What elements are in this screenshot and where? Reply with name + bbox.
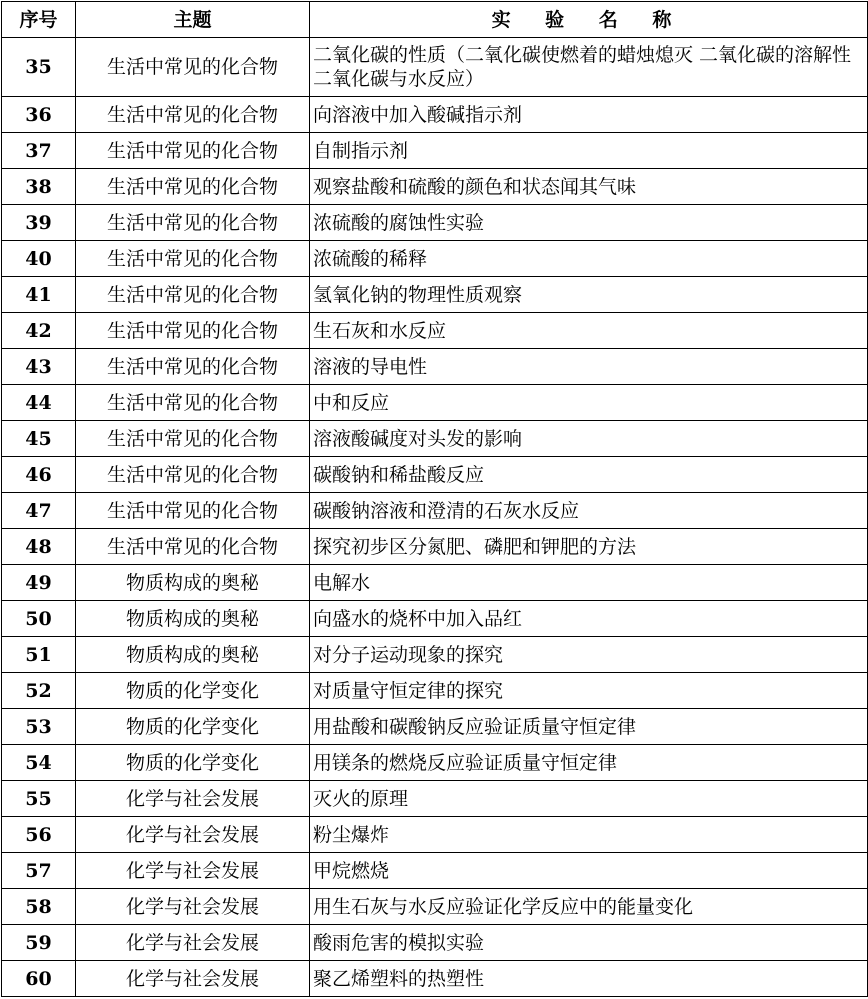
row-index: 39 (2, 205, 76, 241)
row-topic: 化学与社会发展 (76, 925, 310, 961)
row-index: 45 (2, 421, 76, 457)
row-topic: 化学与社会发展 (76, 853, 310, 889)
row-index: 44 (2, 385, 76, 421)
row-topic: 生活中常见的化合物 (76, 38, 310, 97)
row-experiment-name: 生石灰和水反应 (310, 313, 868, 349)
row-topic: 生活中常见的化合物 (76, 277, 310, 313)
row-experiment-name: 酸雨危害的模拟实验 (310, 925, 868, 961)
table-row (2, 97, 868, 133)
table-row (2, 169, 868, 205)
table-row (2, 457, 868, 493)
row-index: 50 (2, 601, 76, 637)
row-experiment-name: 甲烷燃烧 (310, 853, 868, 889)
table-row (2, 205, 868, 241)
table-row (2, 493, 868, 529)
table-row (2, 601, 868, 637)
table-row (2, 781, 868, 817)
row-experiment-name: 碳酸钠和稀盐酸反应 (310, 457, 868, 493)
row-index: 58 (2, 889, 76, 925)
experiment-table (1, 1, 868, 997)
row-topic: 生活中常见的化合物 (76, 349, 310, 385)
row-experiment-name: 用盐酸和碳酸钠反应验证质量守恒定律 (310, 709, 868, 745)
row-topic: 化学与社会发展 (76, 961, 310, 997)
row-index: 53 (2, 709, 76, 745)
row-experiment-name: 探究初步区分氮肥、磷肥和钾肥的方法 (310, 529, 868, 565)
row-experiment-name: 溶液的导电性 (310, 349, 868, 385)
row-topic: 生活中常见的化合物 (76, 205, 310, 241)
row-experiment-name: 聚乙烯塑料的热塑性 (310, 961, 868, 997)
row-topic: 生活中常见的化合物 (76, 241, 310, 277)
table-row (2, 745, 868, 781)
row-experiment-name: 氢氧化钠的物理性质观察 (310, 277, 868, 313)
table-row (2, 133, 868, 169)
row-experiment-name: 粉尘爆炸 (310, 817, 868, 853)
row-topic: 物质构成的奥秘 (76, 637, 310, 673)
row-experiment-name: 观察盐酸和硫酸的颜色和状态闻其气味 (310, 169, 868, 205)
row-index: 49 (2, 565, 76, 601)
table-row (2, 421, 868, 457)
row-index: 55 (2, 781, 76, 817)
table-row (2, 241, 868, 277)
table-row (2, 961, 868, 997)
row-index: 36 (2, 97, 76, 133)
table-row (2, 529, 868, 565)
row-index: 52 (2, 673, 76, 709)
row-topic: 化学与社会发展 (76, 889, 310, 925)
row-experiment-name: 用镁条的燃烧反应验证质量守恒定律 (310, 745, 868, 781)
row-experiment-name: 用生石灰与水反应验证化学反应中的能量变化 (310, 889, 868, 925)
table-row (2, 385, 868, 421)
table-row (2, 349, 868, 385)
table-row (2, 673, 868, 709)
row-topic: 生活中常见的化合物 (76, 529, 310, 565)
row-index: 42 (2, 313, 76, 349)
row-experiment-name: 中和反应 (310, 385, 868, 421)
row-index: 48 (2, 529, 76, 565)
row-experiment-name: 电解水 (310, 565, 868, 601)
row-index: 47 (2, 493, 76, 529)
row-topic: 生活中常见的化合物 (76, 97, 310, 133)
row-topic: 生活中常见的化合物 (76, 133, 310, 169)
table-row (2, 709, 868, 745)
row-topic: 生活中常见的化合物 (76, 493, 310, 529)
table-row (2, 853, 868, 889)
row-topic: 物质构成的奥秘 (76, 601, 310, 637)
table-row (2, 637, 868, 673)
row-topic: 生活中常见的化合物 (76, 385, 310, 421)
table-row (2, 817, 868, 853)
table-row (2, 277, 868, 313)
row-experiment-name: 向溶液中加入酸碱指示剂 (310, 97, 868, 133)
row-topic: 生活中常见的化合物 (76, 313, 310, 349)
header-name: 实 验 名 称 (310, 2, 868, 38)
row-topic: 物质的化学变化 (76, 745, 310, 781)
row-index: 54 (2, 745, 76, 781)
table-row (2, 889, 868, 925)
row-experiment-name: 碳酸钠溶液和澄清的石灰水反应 (310, 493, 868, 529)
row-experiment-name: 对分子运动现象的探究 (310, 637, 868, 673)
row-index: 38 (2, 169, 76, 205)
row-topic: 生活中常见的化合物 (76, 169, 310, 205)
header-topic: 主题 (76, 2, 310, 38)
table-row (2, 565, 868, 601)
row-index: 37 (2, 133, 76, 169)
header-row (2, 2, 868, 38)
row-index: 60 (2, 961, 76, 997)
row-experiment-name: 向盛水的烧杯中加入品红 (310, 601, 868, 637)
table-row (2, 313, 868, 349)
row-experiment-name: 自制指示剂 (310, 133, 868, 169)
row-index: 41 (2, 277, 76, 313)
row-experiment-name: 二氧化碳的性质（二氧化碳使燃着的蜡烛熄灭 二氧化碳的溶解性 二氧化碳与水反应） (310, 38, 868, 97)
table-body (2, 38, 868, 997)
table-row (2, 925, 868, 961)
row-topic: 物质的化学变化 (76, 673, 310, 709)
row-index: 57 (2, 853, 76, 889)
header-index: 序号 (2, 2, 76, 38)
row-topic: 生活中常见的化合物 (76, 421, 310, 457)
row-topic: 物质构成的奥秘 (76, 565, 310, 601)
row-topic: 生活中常见的化合物 (76, 457, 310, 493)
row-index: 56 (2, 817, 76, 853)
row-experiment-name: 灭火的原理 (310, 781, 868, 817)
row-topic: 化学与社会发展 (76, 817, 310, 853)
row-topic: 化学与社会发展 (76, 781, 310, 817)
row-index: 51 (2, 637, 76, 673)
row-index: 46 (2, 457, 76, 493)
row-index: 59 (2, 925, 76, 961)
row-topic: 物质的化学变化 (76, 709, 310, 745)
row-index: 35 (2, 38, 76, 97)
row-index: 40 (2, 241, 76, 277)
row-experiment-name: 溶液酸碱度对头发的影响 (310, 421, 868, 457)
row-experiment-name: 浓硫酸的腐蚀性实验 (310, 205, 868, 241)
row-experiment-name: 浓硫酸的稀释 (310, 241, 868, 277)
table-row (2, 38, 868, 97)
row-experiment-name: 对质量守恒定律的探究 (310, 673, 868, 709)
row-index: 43 (2, 349, 76, 385)
